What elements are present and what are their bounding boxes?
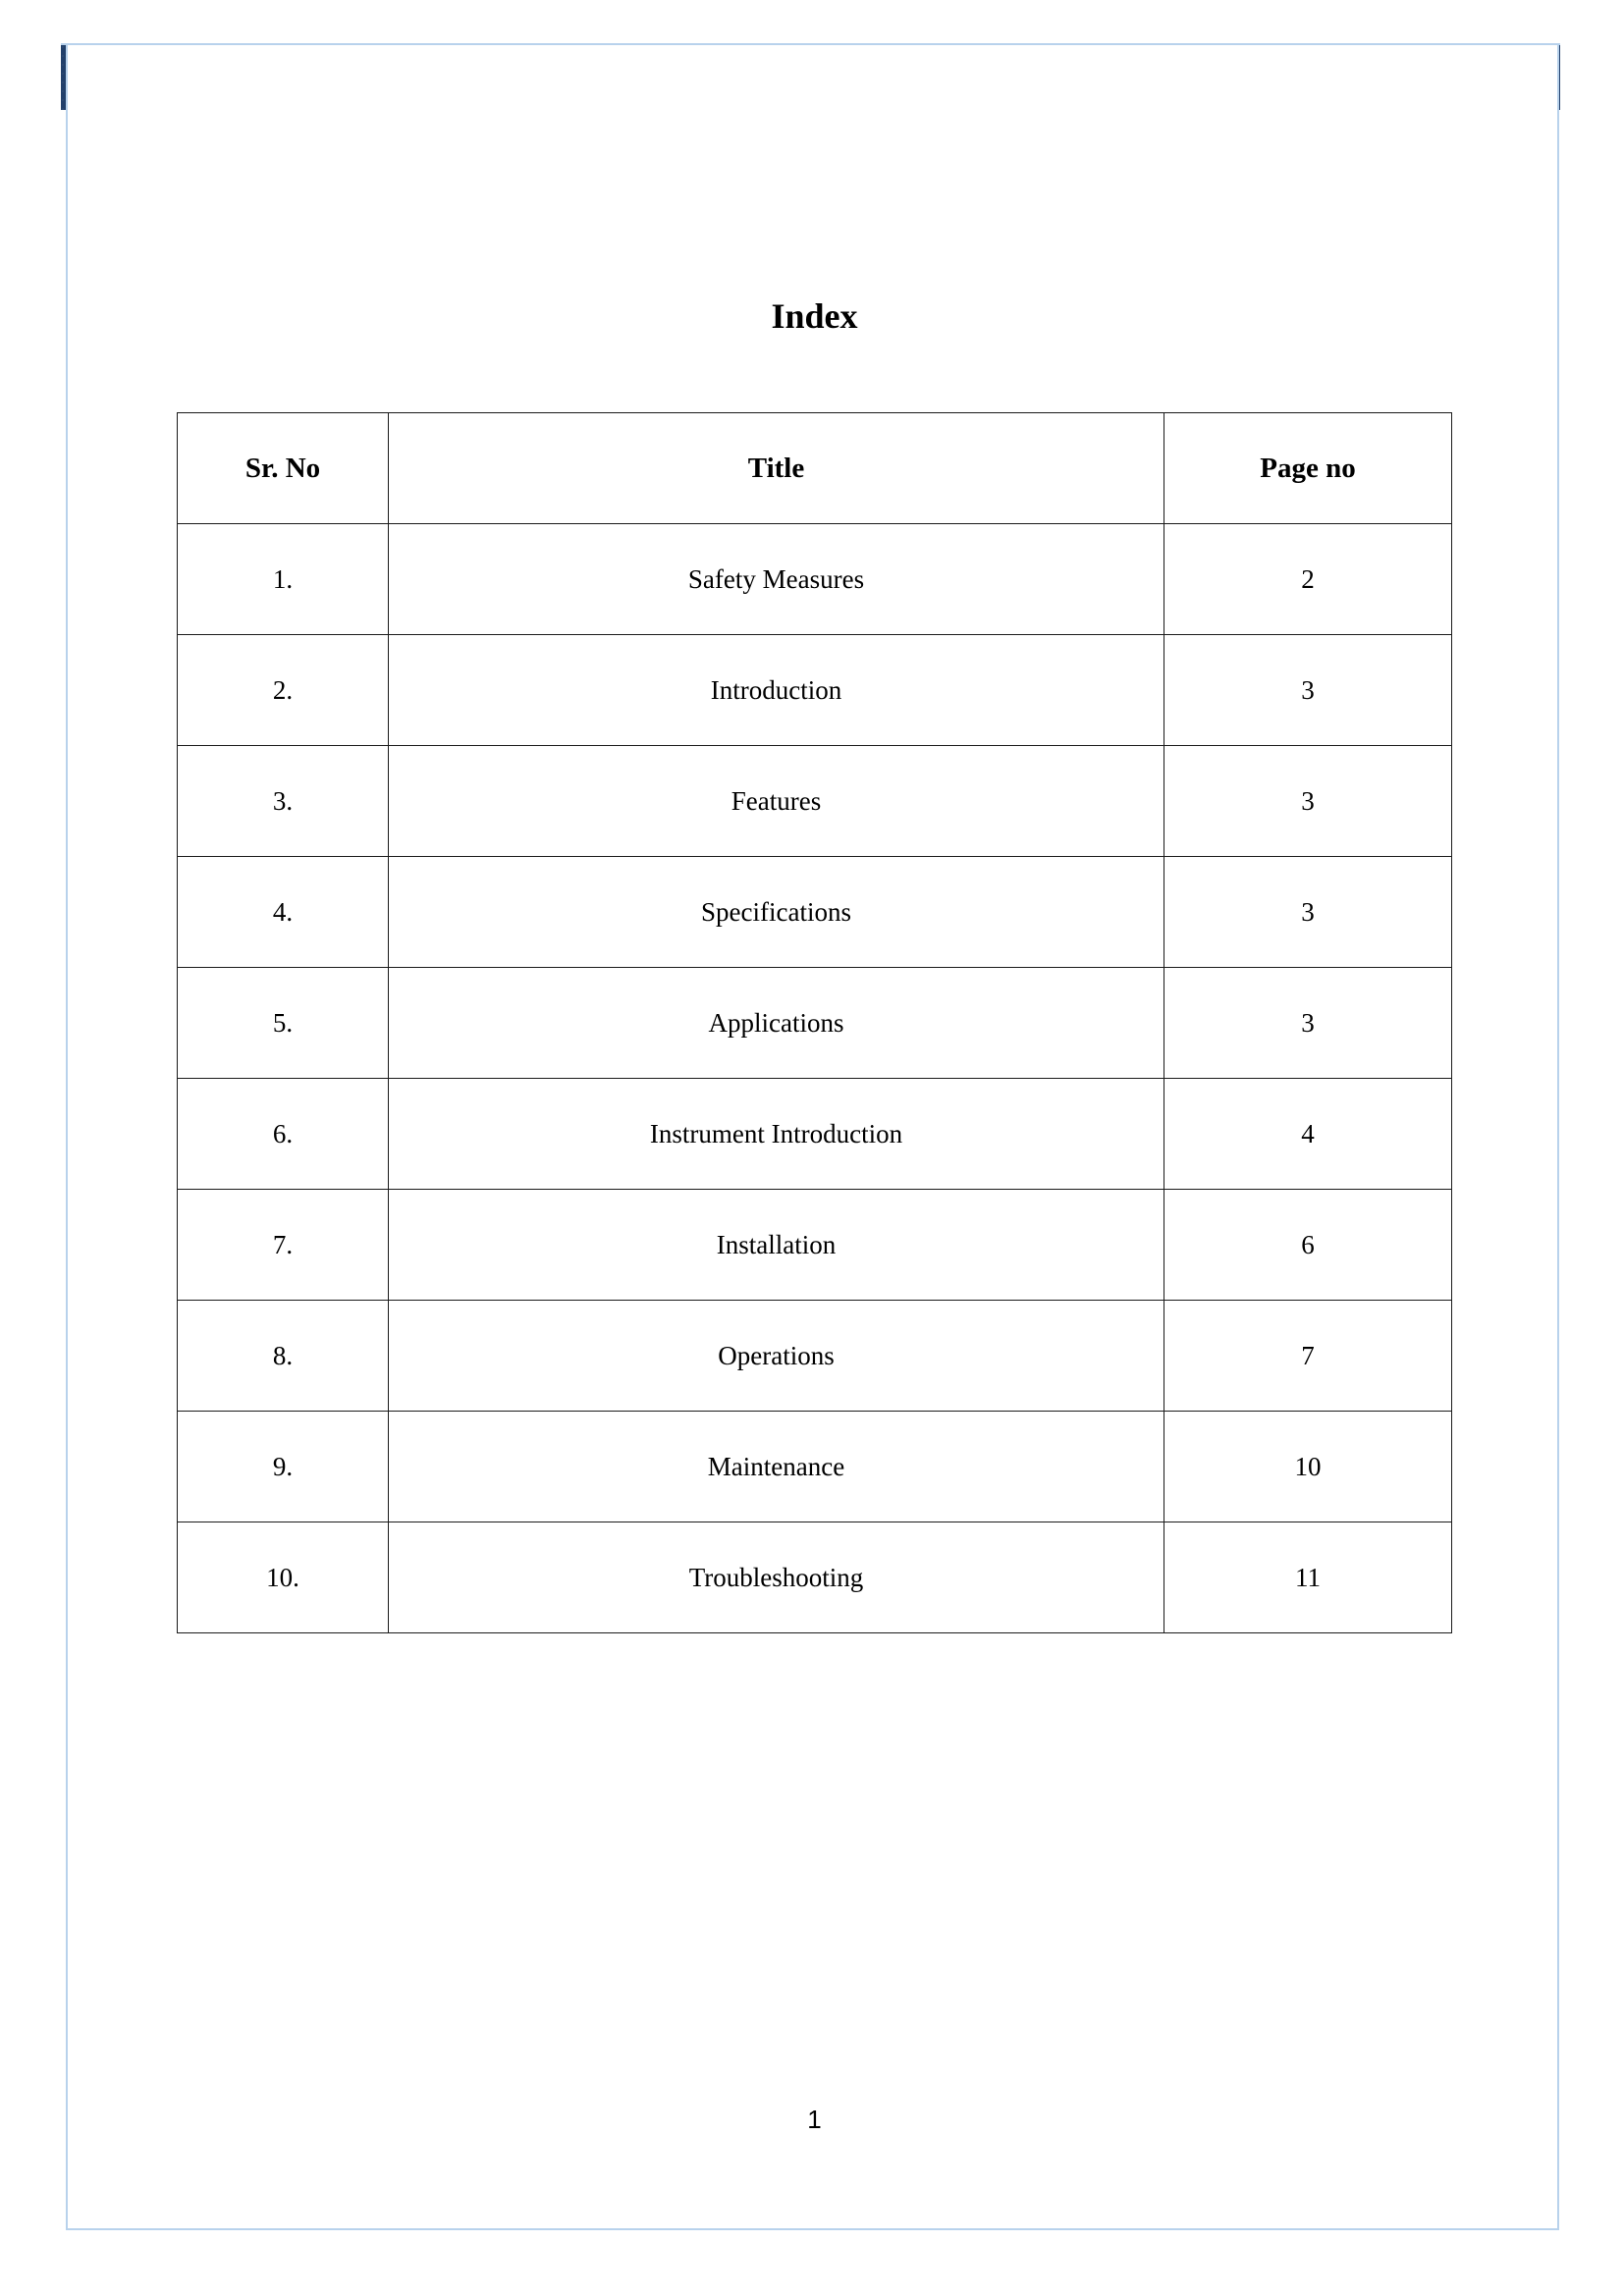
- column-header-page-no: Page no: [1164, 413, 1452, 524]
- column-header-sr-no: Sr. No: [178, 413, 389, 524]
- cell-sr-no: 4.: [178, 857, 389, 968]
- cell-title[interactable]: Introduction: [389, 635, 1164, 746]
- cell-page-no: 3: [1164, 968, 1452, 1079]
- cell-page-no: 3: [1164, 857, 1452, 968]
- table-row: [178, 1190, 1452, 1301]
- table-header-row: [178, 413, 1452, 524]
- column-header-title: Title: [389, 413, 1164, 524]
- table-row: [178, 1412, 1452, 1522]
- cell-title[interactable]: Specifications: [389, 857, 1164, 968]
- cell-sr-no: 6.: [178, 1079, 389, 1190]
- index-table-body: [178, 524, 1452, 1633]
- table-row: [178, 635, 1452, 746]
- cell-page-no: 3: [1164, 746, 1452, 857]
- cell-sr-no: 2.: [178, 635, 389, 746]
- cell-title[interactable]: Safety Measures: [389, 524, 1164, 635]
- index-table-header: [178, 413, 1452, 524]
- table-row: [178, 968, 1452, 1079]
- index-heading: Index: [771, 296, 858, 336]
- cell-title[interactable]: Troubleshooting: [389, 1522, 1164, 1633]
- cell-sr-no: 8.: [178, 1301, 389, 1412]
- cell-page-no: 6: [1164, 1190, 1452, 1301]
- cell-page-no: 7: [1164, 1301, 1452, 1412]
- table-row: [178, 1079, 1452, 1190]
- table-row: [178, 1522, 1452, 1633]
- cell-page-no: 4: [1164, 1079, 1452, 1190]
- cell-page-no: 2: [1164, 524, 1452, 635]
- cell-sr-no: 9.: [178, 1412, 389, 1522]
- footer-page-number: 1: [807, 2105, 822, 2134]
- cell-sr-no: 7.: [178, 1190, 389, 1301]
- cell-sr-no: 1.: [178, 524, 389, 635]
- table-row: [178, 1301, 1452, 1412]
- table-row: [178, 857, 1452, 968]
- cell-title[interactable]: Features: [389, 746, 1164, 857]
- cell-title[interactable]: Applications: [389, 968, 1164, 1079]
- cell-title[interactable]: Operations: [389, 1301, 1164, 1412]
- cell-page-no: 11: [1164, 1522, 1452, 1633]
- cell-sr-no: 3.: [178, 746, 389, 857]
- cell-title[interactable]: Installation: [389, 1190, 1164, 1301]
- document-page: [66, 43, 1559, 2230]
- cell-page-no: 10: [1164, 1412, 1452, 1522]
- cell-sr-no: 5.: [178, 968, 389, 1079]
- index-table: [177, 412, 1452, 1633]
- table-row: [178, 524, 1452, 635]
- cell-title[interactable]: Maintenance: [389, 1412, 1164, 1522]
- cell-page-no: 3: [1164, 635, 1452, 746]
- table-row: [178, 746, 1452, 857]
- cell-title[interactable]: Instrument Introduction: [389, 1079, 1164, 1190]
- cell-sr-no: 10.: [178, 1522, 389, 1633]
